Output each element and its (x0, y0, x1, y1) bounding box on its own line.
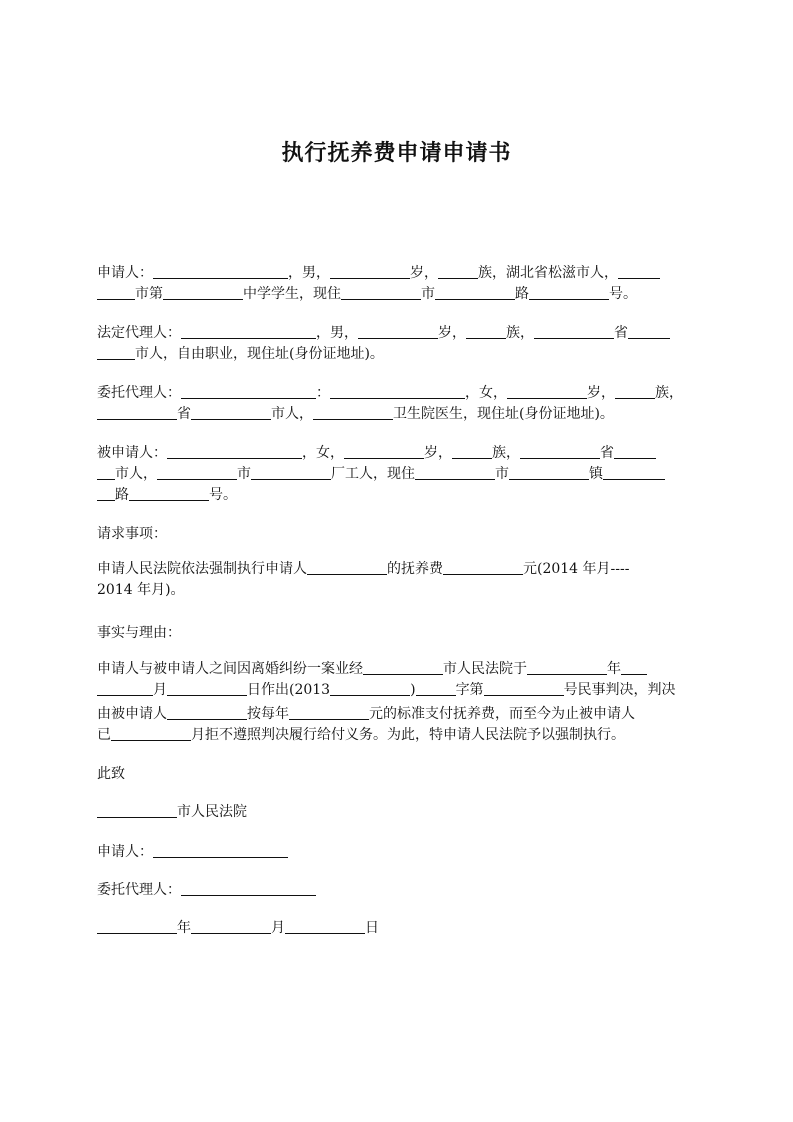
blank-field[interactable] (452, 444, 492, 459)
text-segment: 月拒不遵照判决履行给付义务。为此，特申请人民法院予以强制执行。 (191, 727, 625, 743)
agent-signature-label: 委托代理人： (97, 882, 181, 898)
text-segment: 厂工人，现住 (331, 466, 415, 482)
blank-field[interactable] (603, 465, 665, 480)
blank-field[interactable] (615, 384, 655, 399)
date-line (97, 918, 379, 938)
text-segment: 岁， (587, 385, 615, 401)
text-segment: 镇 (589, 466, 603, 482)
text-segment: 市 (421, 286, 435, 302)
blank-field[interactable] (614, 444, 656, 459)
text-segment: ，男， (288, 265, 330, 281)
blank-field[interactable] (97, 285, 135, 300)
blank-field[interactable] (181, 324, 316, 339)
respondent-label: 被申请人： (97, 445, 167, 461)
text-segment: 元的标准支付抚养费，而至今为止被申请人 (369, 706, 635, 722)
text-segment: ，男， (316, 325, 358, 341)
applicant-signature-label: 申请人： (97, 844, 153, 860)
blank-field[interactable] (330, 681, 410, 696)
text-segment: 字第 (455, 682, 484, 698)
applicant-line-2 (97, 284, 637, 304)
text-segment: 岁， (424, 445, 452, 461)
blank-field[interactable] (466, 324, 506, 339)
blank-field[interactable] (97, 345, 135, 360)
text-segment: 市第 (135, 286, 163, 302)
blank-field[interactable] (111, 726, 191, 741)
blank-field[interactable] (97, 681, 153, 696)
facts-line-1 (97, 659, 647, 679)
legal-rep-line-2 (97, 344, 384, 364)
blank-field[interactable] (415, 465, 495, 480)
blank-field[interactable] (191, 405, 271, 420)
text-segment: ，女， (302, 445, 344, 461)
blank-field[interactable] (438, 264, 478, 279)
blank-field[interactable] (157, 465, 237, 480)
blank-field[interactable] (534, 324, 614, 339)
applicant-line-1 (97, 263, 660, 283)
blank-field[interactable] (97, 803, 177, 818)
text-segment: 号。 (609, 286, 637, 302)
blank-field[interactable] (313, 405, 393, 420)
agent-line-2 (97, 404, 614, 424)
text-segment: 岁， (410, 265, 438, 281)
text-segment: 由被申请人 (97, 706, 167, 722)
text-segment: 月 (153, 682, 167, 698)
blank-field[interactable] (435, 285, 515, 300)
blank-field[interactable] (167, 705, 247, 720)
blank-field[interactable] (416, 681, 456, 696)
blank-field[interactable] (341, 285, 421, 300)
text-segment: 路 (115, 487, 129, 503)
text-segment: 市人民法院于 (443, 661, 527, 677)
text-segment: 市人， (271, 406, 313, 422)
text-segment: 族，湖北省松滋市人， (478, 265, 618, 281)
blank-field[interactable] (507, 384, 587, 399)
court-line (97, 802, 247, 822)
text-segment: 中学学生，现住 (243, 286, 341, 302)
blank-field[interactable] (618, 264, 660, 279)
section-heading: 事实与理由： (97, 625, 181, 641)
legal-rep-line-1 (97, 323, 670, 343)
blank-field[interactable] (484, 681, 564, 696)
facts-line-4 (97, 725, 625, 745)
request-line-2 (97, 580, 185, 600)
respondent-line-2 (97, 464, 665, 484)
blank-field[interactable] (520, 444, 600, 459)
blank-field[interactable] (153, 843, 288, 858)
text-segment: 已 (97, 727, 111, 743)
blank-field[interactable] (97, 919, 177, 934)
text-segment: ，女， (465, 385, 507, 401)
blank-field[interactable] (289, 705, 369, 720)
blank-field[interactable] (330, 384, 465, 399)
text-segment: 岁， (438, 325, 466, 341)
text-segment: 族， (655, 385, 683, 401)
legal-rep-label: 法定代理人： (97, 325, 181, 341)
text-segment: 市人， (115, 466, 157, 482)
blank-field[interactable] (97, 486, 115, 501)
text-segment: ) (410, 682, 416, 698)
signature-agent (97, 880, 316, 900)
blank-field[interactable] (509, 465, 589, 480)
blank-field[interactable] (527, 660, 607, 675)
blank-field[interactable] (97, 465, 115, 480)
blank-field[interactable] (363, 660, 443, 675)
text-segment: 申请人民法院依法强制执行申请人 (97, 561, 307, 577)
blank-field[interactable] (628, 324, 670, 339)
blank-field[interactable] (97, 405, 177, 420)
blank-field[interactable] (621, 660, 647, 675)
request-line-1 (97, 559, 629, 579)
facts-line-3 (97, 704, 635, 724)
text-segment: 省 (177, 406, 191, 422)
blank-field[interactable] (358, 324, 438, 339)
text-segment: 族， (506, 325, 534, 341)
document-title: 执行抚养费申请申请书 (281, 141, 512, 166)
blank-field[interactable] (529, 285, 609, 300)
blank-field[interactable] (330, 264, 410, 279)
text-segment: 路 (515, 286, 529, 302)
court-name: 市人民法院 (177, 804, 247, 820)
signature-applicant (97, 842, 288, 862)
blank-field[interactable] (191, 919, 271, 934)
text-segment: 月 (271, 920, 285, 936)
text-segment: 2014 年月)。 (97, 582, 185, 598)
blank-field[interactable] (251, 465, 331, 480)
text-segment: 号民事判决，判决 (563, 682, 676, 698)
text-segment: 市人，自由职业，现住址(身份证地址)。 (135, 346, 384, 362)
text-segment: 日作出(2013 (247, 682, 331, 698)
respondent-line-3 (97, 485, 237, 505)
text-segment: 年 (177, 920, 191, 936)
blank-field[interactable] (181, 881, 316, 896)
text-segment: 号。 (209, 487, 237, 503)
respondent-line-1 (97, 443, 656, 463)
text-segment: 族， (492, 445, 520, 461)
text-segment: 市 (495, 466, 509, 482)
text-segment: 年 (607, 661, 621, 677)
text-segment: 按每年 (247, 706, 289, 722)
facts-heading (97, 623, 181, 643)
blank-field[interactable] (163, 285, 243, 300)
text-segment: ： (316, 385, 330, 401)
agent-line-1 (97, 383, 683, 403)
text-segment: 申请人与被申请人之间因离婚纠纷一案业经 (97, 661, 363, 677)
blank-field[interactable] (153, 264, 288, 279)
blank-field[interactable] (344, 444, 424, 459)
facts-line-2 (97, 680, 676, 700)
request-heading (97, 524, 167, 544)
text-segment: 卫生院医生，现住址(身份证地址)。 (393, 406, 614, 422)
blank-field[interactable] (167, 444, 302, 459)
blank-field[interactable] (443, 560, 523, 575)
agent-label: 委托代理人： (97, 385, 181, 401)
blank-field[interactable] (129, 486, 209, 501)
blank-field[interactable] (181, 384, 316, 399)
closing-line (97, 764, 125, 784)
text-segment: 元(2014 年月---- (523, 561, 630, 577)
closing-text: 此致 (97, 766, 125, 782)
blank-field[interactable] (167, 681, 247, 696)
text-segment: 市 (237, 466, 251, 482)
text-segment: 日 (365, 920, 379, 936)
section-heading: 请求事项： (97, 526, 167, 542)
blank-field[interactable] (307, 560, 387, 575)
blank-field[interactable] (285, 919, 365, 934)
text-segment: 省 (614, 325, 628, 341)
text-segment: 的抚养费 (387, 561, 443, 577)
applicant-label: 申请人： (97, 265, 153, 281)
text-segment: 省 (600, 445, 614, 461)
